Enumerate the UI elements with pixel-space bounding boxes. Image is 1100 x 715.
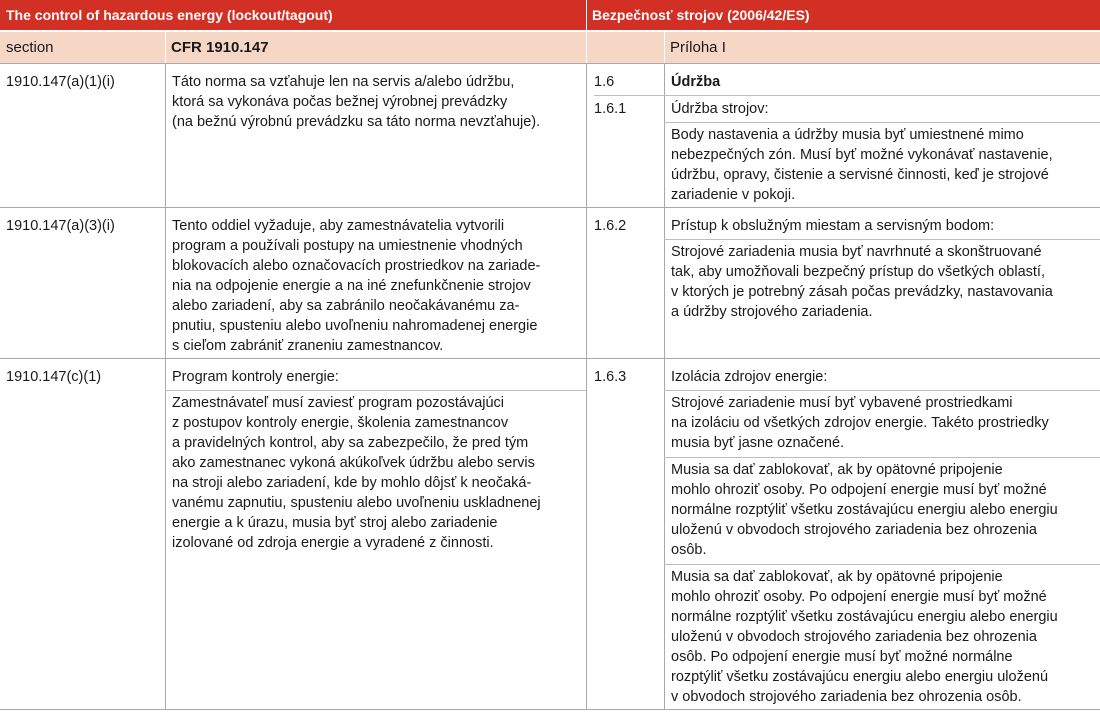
cfr-line: a pravidelných kontrol, aby sa zabezpečilo, že pred tým [172, 435, 529, 451]
row-3-annex-title: Izolácia zdrojov energie: [671, 369, 828, 385]
row-divider [0, 207, 1100, 208]
annex-separator [664, 390, 1100, 391]
cfr-line: Táto norma sa vzťahuje len na servis a/alebo údržbu, [172, 74, 515, 90]
annex-separator [664, 239, 1100, 240]
header-divider [586, 0, 587, 30]
cfr-line: vanému zapnutiu, spusteniu alebo uvoľneniu uskladnenej [172, 495, 541, 511]
annex-line: musia byť jasne označené. [671, 435, 845, 451]
table-header [0, 0, 1100, 30]
subheader-divider [165, 32, 166, 63]
column-divider [664, 63, 665, 709]
table-subheader [0, 32, 1100, 63]
annex-line: a údržby strojového zariadenia. [671, 304, 873, 320]
annex-line: normálne rozptýliť všetku zostávajúcu energiu alebo energiu [671, 502, 1058, 518]
row-divider [0, 358, 1100, 359]
subheader-ref [586, 32, 664, 63]
row-3-ref: 1.6.3 [594, 369, 627, 385]
cfr-line: ako zamestnanec vykoná akúkoľvek údržbu alebo servis [172, 455, 535, 471]
cfr-line: blokovacích alebo označovacích prostriedkov na zariade- [172, 258, 541, 274]
header-left-title: The control of hazardous energy (lockout/tagout) [6, 7, 333, 23]
subheader-divider [664, 32, 665, 63]
row-1-section: 1910.147(a)(1)(i) [6, 74, 115, 90]
annex-line: mohlo ohroziť osoby. Po odpojení energie musí byť možné [671, 482, 1047, 498]
annex-line: Musia sa dať zablokovať, ak by opätovné pripojenie [671, 462, 1003, 478]
cfr-line: na stroji alebo zariadení, kde by mohlo dôjsť k neočaká- [172, 475, 532, 491]
annex-line: mohlo ohroziť osoby. Po odpojení energie musí byť možné [671, 589, 1047, 605]
annex-line: uloženú v obvodoch strojového zariadenia bez ohrozenia [671, 522, 1037, 538]
cfr-line: nia na odpojenie energie a na iné znefunkčnenie strojov [172, 278, 531, 294]
row-3-section: 1910.147(c)(1) [6, 369, 102, 385]
cfr-line: ktorá sa vykonáva počas bežnej výrobnej prevádzky [172, 94, 508, 110]
annex-separator [664, 95, 1100, 96]
subheader-cfr: CFR 1910.147 [171, 39, 269, 56]
cfr-line: pnutiu, spusteniu alebo uvoľneniu nahromadenej energie [172, 318, 538, 334]
annex-line: osôb. Po odpojení energie musí byť možné normálne [671, 649, 1013, 665]
annex-line: Strojové zariadenia musia byť navrhnuté a skonštruované [671, 244, 1042, 260]
cfr-line: z postupov kontroly energie, školenia zamestnancov [172, 415, 509, 431]
cfr-line: izolované od zdroja energie a vyradené z činnosti. [172, 535, 494, 551]
annex-line: na izoláciu od všetkých zdrojov energie. Takéto prostriedky [671, 415, 1049, 431]
cfr-line: energie a k úrazu, musia byť stroj alebo zariadenie [172, 515, 498, 531]
annex-line: údržbu, opravy, čistenie a servisné činnosti, keď je strojové [671, 167, 1049, 183]
cfr-line: s cieľom zabrániť zraneniu zamestnancov. [172, 338, 444, 354]
annex-line: v obvodoch strojového zariadenia bez ohrozenia osôb. [671, 689, 1022, 705]
cfr-line: program a používali postupy na umiestnenie vhodných [172, 238, 523, 254]
row-1-annex-title: Údržba strojov: [671, 101, 769, 117]
subheader-divider [586, 32, 587, 63]
annex-line: nebezpečných zón. Musí byť možné vykonávať nastavenie, [671, 147, 1053, 163]
subheader-annex: Príloha I [670, 39, 726, 56]
row-1-annex-heading: Údržba [671, 74, 721, 90]
annex-line: zariadenie v pokoji. [671, 187, 796, 203]
annex-line: Strojové zariadenie musí byť vybavené prostriedkami [671, 395, 1013, 411]
cfr-separator [165, 390, 586, 391]
ref-separator [594, 95, 664, 96]
annex-line: Body nastavenia a údržby musia byť umiestnené mimo [671, 127, 1024, 143]
row-divider [0, 63, 1100, 64]
annex-line: tak, aby umožňovali bezpečný prístup do všetkých oblastí, [671, 264, 1045, 280]
row-2-ref: 1.6.2 [594, 218, 627, 234]
cfr-line: Tento oddiel vyžaduje, aby zamestnávatelia vytvorili [172, 218, 505, 234]
column-divider [586, 63, 587, 709]
row-1-ref-a: 1.6 [594, 74, 615, 90]
row-3-cfr-title: Program kontroly energie: [172, 369, 339, 385]
row-2-annex-title: Prístup k obslužným miestam a servisným bodom: [671, 218, 995, 234]
row-divider [0, 709, 1100, 710]
cfr-line: (na bežnú výrobnú prevádzku sa táto norma nevzťahuje). [172, 114, 541, 130]
annex-line: v ktorých je potrebný zásah počas prevádzky, nastavovania [671, 284, 1053, 300]
annex-line: uloženú v obvodoch strojového zariadenia bez ohrozenia [671, 629, 1037, 645]
subheader-section: section [6, 39, 54, 56]
annex-line: Musia sa dať zablokovať, ak by opätovné pripojenie [671, 569, 1003, 585]
annex-line: normálne rozptýliť všetku zostávajúcu energiu alebo energiu [671, 609, 1058, 625]
annex-separator [664, 564, 1100, 565]
annex-line: osôb. [671, 542, 707, 558]
header-right-title: Bezpečnosť strojov (2006/42/ES) [592, 7, 810, 23]
column-divider [165, 63, 166, 709]
cfr-line: Zamestnávateľ musí zaviesť program pozostávajúci [172, 395, 505, 411]
row-1-ref-b: 1.6.1 [594, 101, 627, 117]
annex-line: rozptýliť všetku zostávajúcu energiu alebo energiu uloženú [671, 669, 1049, 685]
cfr-line: alebo zariadení, aby sa zabránilo neočakávanému za- [172, 298, 520, 314]
annex-separator [664, 122, 1100, 123]
row-2-section: 1910.147(a)(3)(i) [6, 218, 115, 234]
annex-separator [664, 457, 1100, 458]
